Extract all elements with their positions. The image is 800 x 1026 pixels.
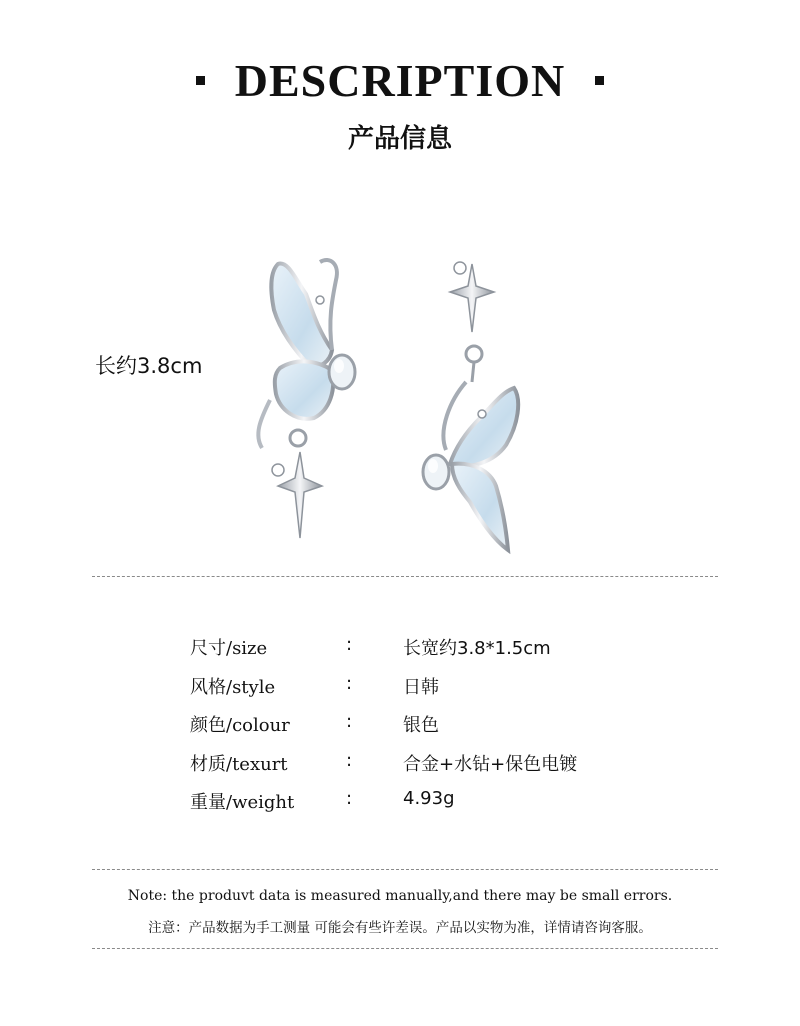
spec-colon: : — [346, 672, 353, 694]
spec-colon: : — [346, 749, 353, 771]
page-subtitle: 产品信息 — [347, 124, 452, 154]
earring-right-image — [410, 250, 540, 560]
spec-table — [0, 628, 800, 821]
earring-left-image — [240, 250, 370, 550]
spec-key: 重量/weight — [190, 792, 295, 813]
spec-colon: : — [346, 788, 353, 809]
spec-row-style — [0, 667, 800, 706]
note-english: Note: the produvt data is measured manually,and there may be small errors. — [127, 888, 673, 904]
title-row — [0, 52, 800, 108]
spec-key: 材质/texurt — [190, 753, 288, 775]
divider-top — [92, 576, 718, 577]
spec-row-colour — [0, 705, 800, 744]
divider-middle — [92, 869, 718, 870]
spec-colon: : — [346, 711, 353, 732]
spec-key: 尺寸/size — [190, 638, 268, 659]
title-bullet-right — [595, 76, 604, 85]
spec-key: 风格/style — [190, 676, 276, 698]
title-bullet-left — [196, 76, 205, 85]
spec-row-size — [0, 628, 800, 667]
spec-value: 合金+水钻+保色电镀 — [403, 753, 578, 775]
spec-key: 颜色/colour — [190, 715, 290, 736]
spec-colon: : — [346, 634, 353, 655]
spec-row-material — [0, 744, 800, 783]
spec-value: 银色 — [403, 715, 439, 736]
page-title: DESCRIPTION — [234, 54, 566, 106]
divider-bottom — [92, 948, 718, 949]
spec-row-weight — [0, 782, 800, 821]
length-label: 长约3.8cm — [95, 354, 203, 378]
spec-value: 4.93g — [403, 788, 455, 809]
note-chinese: 注意：产品数据为手工测量 可能会有些许差误。产品以实物为准，详情请咨询客服。 — [148, 920, 652, 936]
spec-value: 日韩 — [403, 676, 439, 698]
spec-value: 长宽约3.8*1.5cm — [403, 638, 551, 659]
